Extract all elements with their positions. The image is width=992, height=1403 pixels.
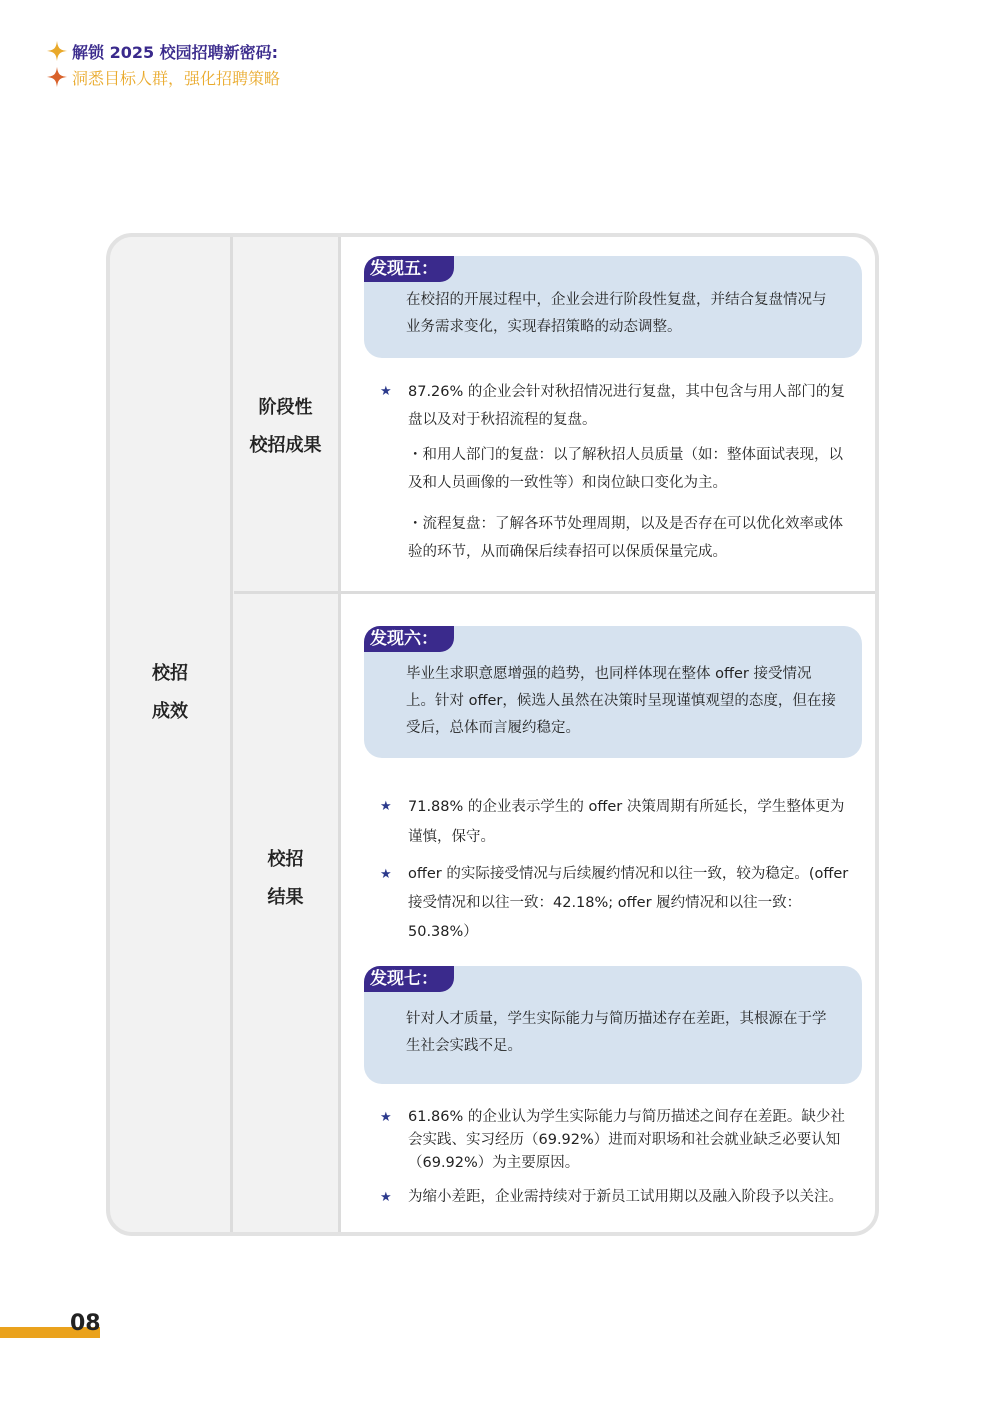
finding-7-bullet-1: ★ 61.86% 的企业认为学生实际能力与简历描述之间存在差距。缺少社会实践、实习经历（69.92%）进而对职场和社会就业缺乏必要认知（69.92%）为主要原因。 bbox=[380, 1106, 855, 1175]
sparkle-icon bbox=[46, 40, 68, 62]
finding-6-bullet-1: ★ 71.88% 的企业表示学生的 offer 决策周期有所延长，学生整体更为谨慎，保守。 bbox=[380, 792, 855, 852]
finding-6-tag: 发现六： bbox=[364, 626, 454, 652]
page-number bbox=[0, 1310, 100, 1338]
header-title: 解锁 2025 校园招聘新密码: bbox=[72, 42, 279, 62]
star-icon: ★ bbox=[380, 384, 392, 399]
finding-5-card bbox=[364, 256, 862, 358]
finding-6-card bbox=[364, 626, 862, 758]
star-icon: ★ bbox=[380, 867, 392, 882]
finding-5-sub-1: ・和用人部门的复盘：以了解秋招人员质量（如：整体面试表现，以及和人员画像的一致性等）和岗位缺口变化为主。 bbox=[408, 447, 843, 491]
header-line-2 bbox=[46, 64, 280, 90]
divider-vertical-1 bbox=[230, 237, 233, 1232]
header bbox=[46, 38, 280, 90]
finding-7-card bbox=[364, 966, 862, 1084]
star-icon: ★ bbox=[380, 799, 392, 814]
finding-7-text: 针对人才质量，学生实际能力与简历描述存在差距，其根源在于学生社会实践不足。 bbox=[406, 1011, 827, 1054]
star-icon: ★ bbox=[380, 1110, 392, 1125]
finding-5-bullet-1: ★ 87.26% 的企业会针对秋招情况进行复盘，其中包含与用人部门的复盘以及对于秋招流程的复盘。 bbox=[380, 378, 855, 434]
header-subtitle: 洞悉目标人群，强化招聘策略 bbox=[72, 68, 281, 88]
finding-6-bullet-2: ★ offer 的实际接受情况与后续履约情况和以往一致，较为稳定。(offer 接受情况和以往一致：42.18%; offer 履约情况和以往一致：50.38%） bbox=[380, 860, 855, 947]
finding-7-tag: 发现七： bbox=[364, 966, 454, 992]
finding-5-tag: 发现五： bbox=[364, 256, 454, 282]
finding-7-bullet-2: ★ 为缩小差距，企业需持续对于新员工试用期以及融入阶段予以关注。 bbox=[380, 1186, 855, 1209]
findings-table bbox=[106, 233, 879, 1236]
divider-horizontal bbox=[234, 591, 875, 594]
row-label-outcome: 校招 结果 bbox=[267, 849, 304, 908]
star-icon: ★ bbox=[380, 1190, 392, 1205]
row-label-stage: 阶段性 校招成果 bbox=[249, 397, 322, 456]
sparkle-icon bbox=[46, 66, 68, 88]
divider-vertical-2 bbox=[338, 237, 341, 1232]
finding-5-sub-2: ・流程复盘：了解各环节处理周期，以及是否存在可以优化效率或体验的环节，从而确保后续春招可以保质保量完成。 bbox=[408, 516, 843, 560]
col-label-results: 校招 成效 bbox=[152, 663, 188, 722]
finding-5-text: 在校招的开展过程中，企业会进行阶段性复盘，并结合复盘情况与业务需求变化，实现春招策略的动态调整。 bbox=[406, 292, 827, 335]
page-number-text: 08 bbox=[70, 1311, 101, 1336]
header-line-1 bbox=[46, 38, 280, 64]
finding-6-text: 毕业生求职意愿增强的趋势，也同样体现在整体 offer 接受情况上。针对 offer，候选人虽然在决策时呈现谨慎观望的态度，但在接受后，总体而言履约稳定。 bbox=[406, 666, 836, 736]
